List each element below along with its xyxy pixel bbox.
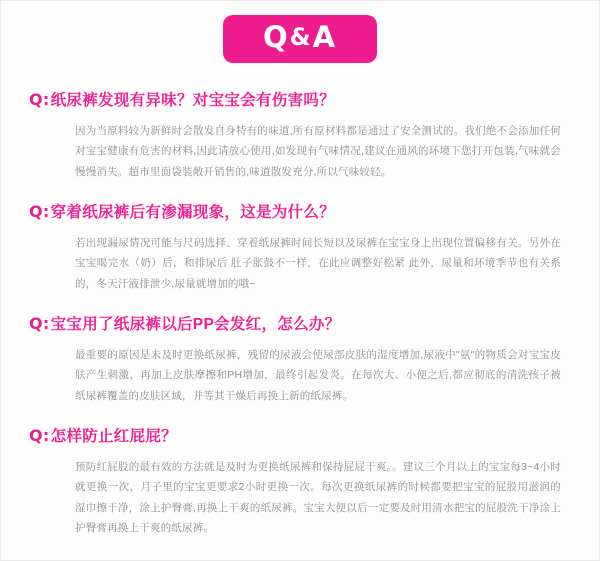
qa-item	[29, 313, 571, 406]
question-text: 纸尿裤发现有异味？对宝宝会有伤害吗？	[50, 91, 336, 109]
answer-text: 因为当原料较为新鲜时会散发自身特有的味道,所有原材料都是通过了安全测试的。我们绝不会添加任何对宝宝健康有危害的材料,因此请放心使用,如发现有气味情况,建议在通风的环境下您打开包装,气味就会慢慢消失。超市里面袋装敞开销售的,味道散发充分,所以气味较轻。	[75, 124, 561, 178]
question-prefix: Q:	[29, 89, 50, 109]
question-text: 怎样防止红屁屁？	[50, 428, 178, 446]
question-line	[29, 313, 571, 336]
qa-item	[29, 201, 571, 294]
question-text: 穿着纸尿裤后有渗漏现象，这是为什么？	[50, 203, 336, 221]
banner-a-letter: A	[312, 20, 338, 54]
question-prefix: Q:	[29, 314, 50, 334]
question-line	[29, 201, 571, 224]
answer-text: 若出现漏尿情况可能与尺码选择、穿着纸尿裤时间长短以及尿裤在宝宝身上出现位置偏移有关。另外在宝宝喝完水（奶）后，和排尿后 肚子胀鼓不一样，在此应调整好松紧 此外，尿量和环境季节也有关系的，冬天汗液排泄少,尿量就增加的哦~	[75, 236, 561, 290]
banner-ampersand: &	[289, 23, 313, 51]
qa-item	[29, 425, 571, 539]
banner-container	[29, 1, 571, 63]
qa-list	[29, 89, 571, 539]
question-line	[29, 89, 571, 112]
banner-q-letter: Q	[262, 20, 290, 54]
qa-banner	[223, 15, 377, 63]
question-text: 宝宝用了纸尿裤以后PP会发红，怎么办？	[50, 316, 341, 334]
answer-text: 最重要的原因是未及时更换纸尿裤，残留的尿液会使尿部皮肤的湿度增加,尿液中"氨"的物质会对宝宝皮肤产生刺激，再加上皮肤摩擦和PH增加，最终引起发炎。在每次大、小便之后,都应彻底的清洗孩子被纸尿裤覆盖的皮肤区域，并等其干燥后再换上新的纸尿裤。	[75, 348, 561, 402]
question-prefix: Q:	[29, 426, 50, 446]
qa-item	[29, 89, 571, 182]
answer-text: 预防红屁股的最有效的方法就是及时为更换纸尿裤和保持屁屁干爽。。建议三个月以上的宝宝每3~4小时就更换一次，月子里的宝宝更要求2小时更换一次。每次更换纸尿裤的时候都要把宝宝的屁股用滋润的湿巾擦干净，涂上护臀膏,再换上干爽的纸尿裤。宝宝大便以后一定要及时用清水把宝的屁股洗干净涂上护臀膏再换上干爽的纸尿裤。	[75, 460, 561, 535]
question-line	[29, 425, 571, 448]
question-prefix: Q:	[29, 201, 50, 221]
